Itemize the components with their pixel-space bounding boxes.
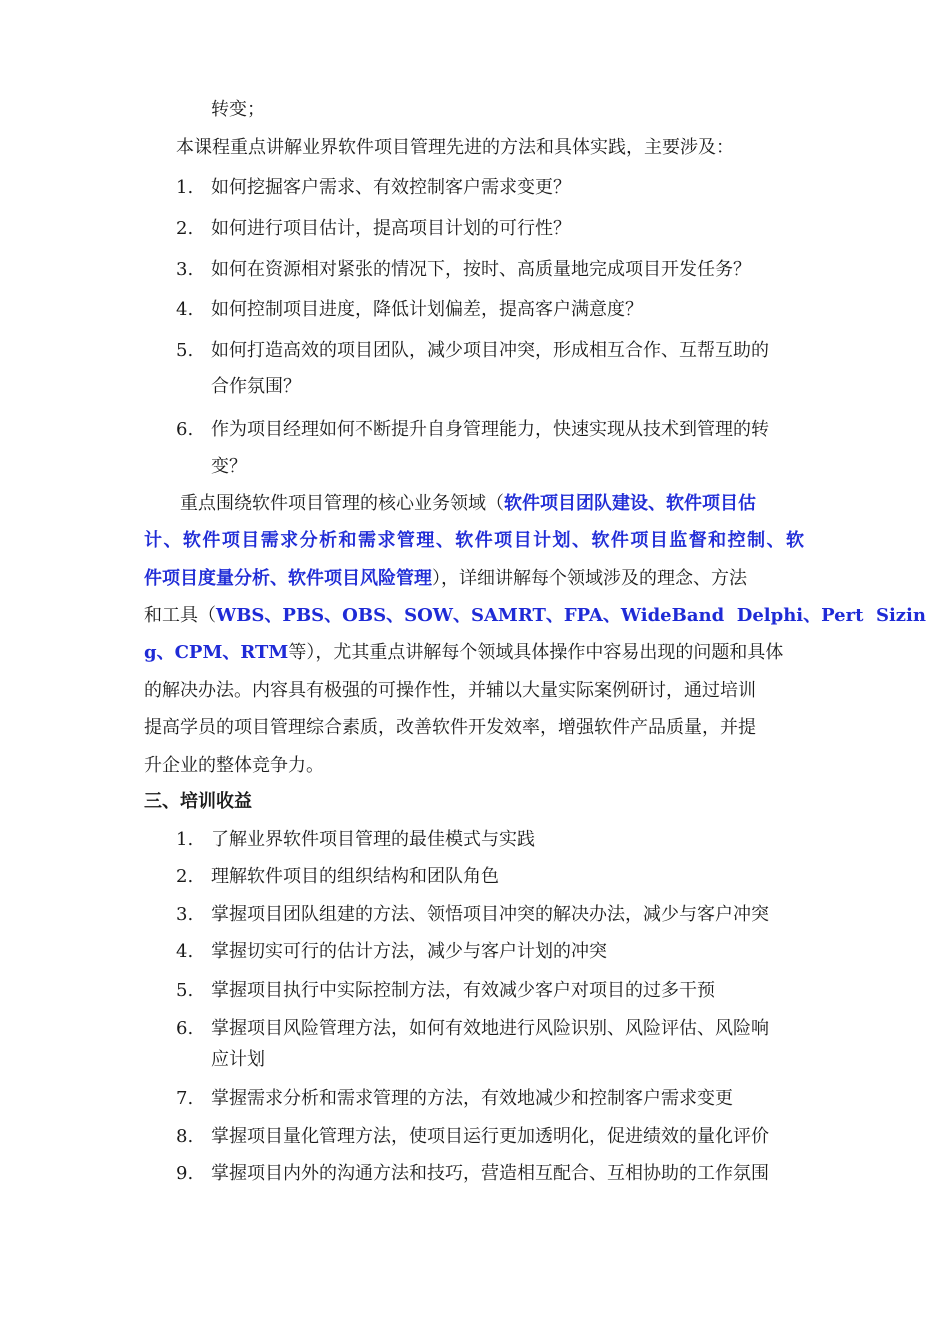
list-item-text: 掌握项目内外的沟通方法和技巧，营造相互配合、互相协助的工作氛围 — [211, 1163, 769, 1184]
list-number: 4. — [176, 299, 194, 320]
continuation-text: 转变； — [211, 99, 265, 120]
intro-lead: 本课程重点讲解业界软件项目管理先进的方法和具体实践，主要涉及： — [176, 137, 734, 158]
list-item-text-cont: 合作氛围？ — [211, 376, 301, 397]
paragraph-line: 升企业的整体竞争力。 — [144, 755, 324, 776]
list-number: 3. — [176, 904, 194, 925]
list-number: 7. — [176, 1088, 194, 1109]
list-number: 5. — [176, 340, 194, 361]
paragraph-line — [180, 492, 756, 516]
paragraph-line: 的解决办法。内容具有极强的可操作性，并辅以大量实际案例研讨，通过培训 — [144, 680, 756, 701]
list-item-text: 如何进行项目估计，提高项目计划的可行性？ — [211, 218, 571, 239]
paragraph-text: 等），尤其重点讲解每个领域具体操作中容易出现的问题和具体 — [288, 642, 784, 663]
list-item-text-cont: 变？ — [211, 456, 247, 477]
list-item-text: 理解软件项目的组织结构和团队角色 — [211, 866, 499, 887]
list-number: 5. — [176, 980, 194, 1001]
paragraph-text: 和工具（ — [144, 605, 216, 626]
list-number: 8. — [176, 1126, 194, 1147]
list-number: 3. — [176, 259, 194, 280]
list-number: 1. — [176, 177, 194, 198]
list-number: 9. — [176, 1163, 194, 1184]
list-number: 6. — [176, 419, 194, 440]
list-number: 1. — [176, 829, 194, 850]
list-item-text: 如何打造高效的项目团队，减少项目冲突，形成相互合作、互帮互助的 — [211, 340, 769, 361]
highlight-text: 件项目度量分析、软件项目风险管理 — [144, 568, 432, 589]
highlight-text: 软件项目团队建设、软件项目估 — [504, 493, 756, 514]
list-item-text: 掌握项目执行中实际控制方法，有效减少客户对项目的过多干预 — [211, 980, 715, 1001]
paragraph-line: 提高学员的项目管理综合素质，改善软件开发效率，增强软件产品质量，并提 — [144, 717, 756, 738]
paragraph-line — [144, 604, 926, 628]
list-item-text: 如何挖掘客户需求、有效控制客户需求变更？ — [211, 177, 571, 198]
paragraph-text: ），详细讲解每个领域涉及的理念、方法 — [432, 568, 747, 589]
highlight-line: 计、软件项目需求分析和需求管理、软件项目计划、软件项目监督和控制、软 — [144, 530, 804, 551]
list-number: 2. — [176, 218, 194, 239]
list-item-text: 掌握切实可行的估计方法，减少与客户计划的冲突 — [211, 941, 607, 962]
list-item-text: 掌握项目风险管理方法，如何有效地进行风险识别、风险评估、风险响 — [211, 1018, 769, 1039]
list-item-text: 掌握项目团队组建的方法、领悟项目冲突的解决办法，减少与客户冲突 — [211, 904, 769, 925]
paragraph-line — [144, 567, 747, 591]
list-item-text: 掌握需求分析和需求管理的方法，有效地减少和控制客户需求变更 — [211, 1088, 733, 1109]
paragraph-line — [144, 641, 783, 665]
paragraph-text: 重点围绕软件项目管理的核心业务领域（ — [180, 493, 504, 514]
list-item-text: 掌握项目量化管理方法，使项目运行更加透明化，促进绩效的量化评价 — [211, 1126, 769, 1147]
list-item-text: 如何控制项目进度，降低计划偏差，提高客户满意度？ — [211, 299, 643, 320]
list-item-text: 了解业界软件项目管理的最佳模式与实践 — [211, 829, 535, 850]
section-heading: 三、培训收益 — [144, 791, 252, 812]
highlight-text: WBS、PBS、OBS、SOW、SAMRT、FPA、WideBand Delphi、Pert Sizin — [216, 605, 926, 626]
list-item-text: 作为项目经理如何不断提升自身管理能力，快速实现从技术到管理的转 — [211, 419, 769, 440]
list-item-text-cont: 应计划 — [211, 1049, 265, 1070]
highlight-text: g、CPM、RTM — [144, 642, 289, 663]
list-number: 4. — [176, 941, 194, 962]
list-item-text: 如何在资源相对紧张的情况下，按时、高质量地完成项目开发任务？ — [211, 259, 751, 280]
list-number: 6. — [176, 1018, 194, 1039]
list-number: 2. — [176, 866, 194, 887]
